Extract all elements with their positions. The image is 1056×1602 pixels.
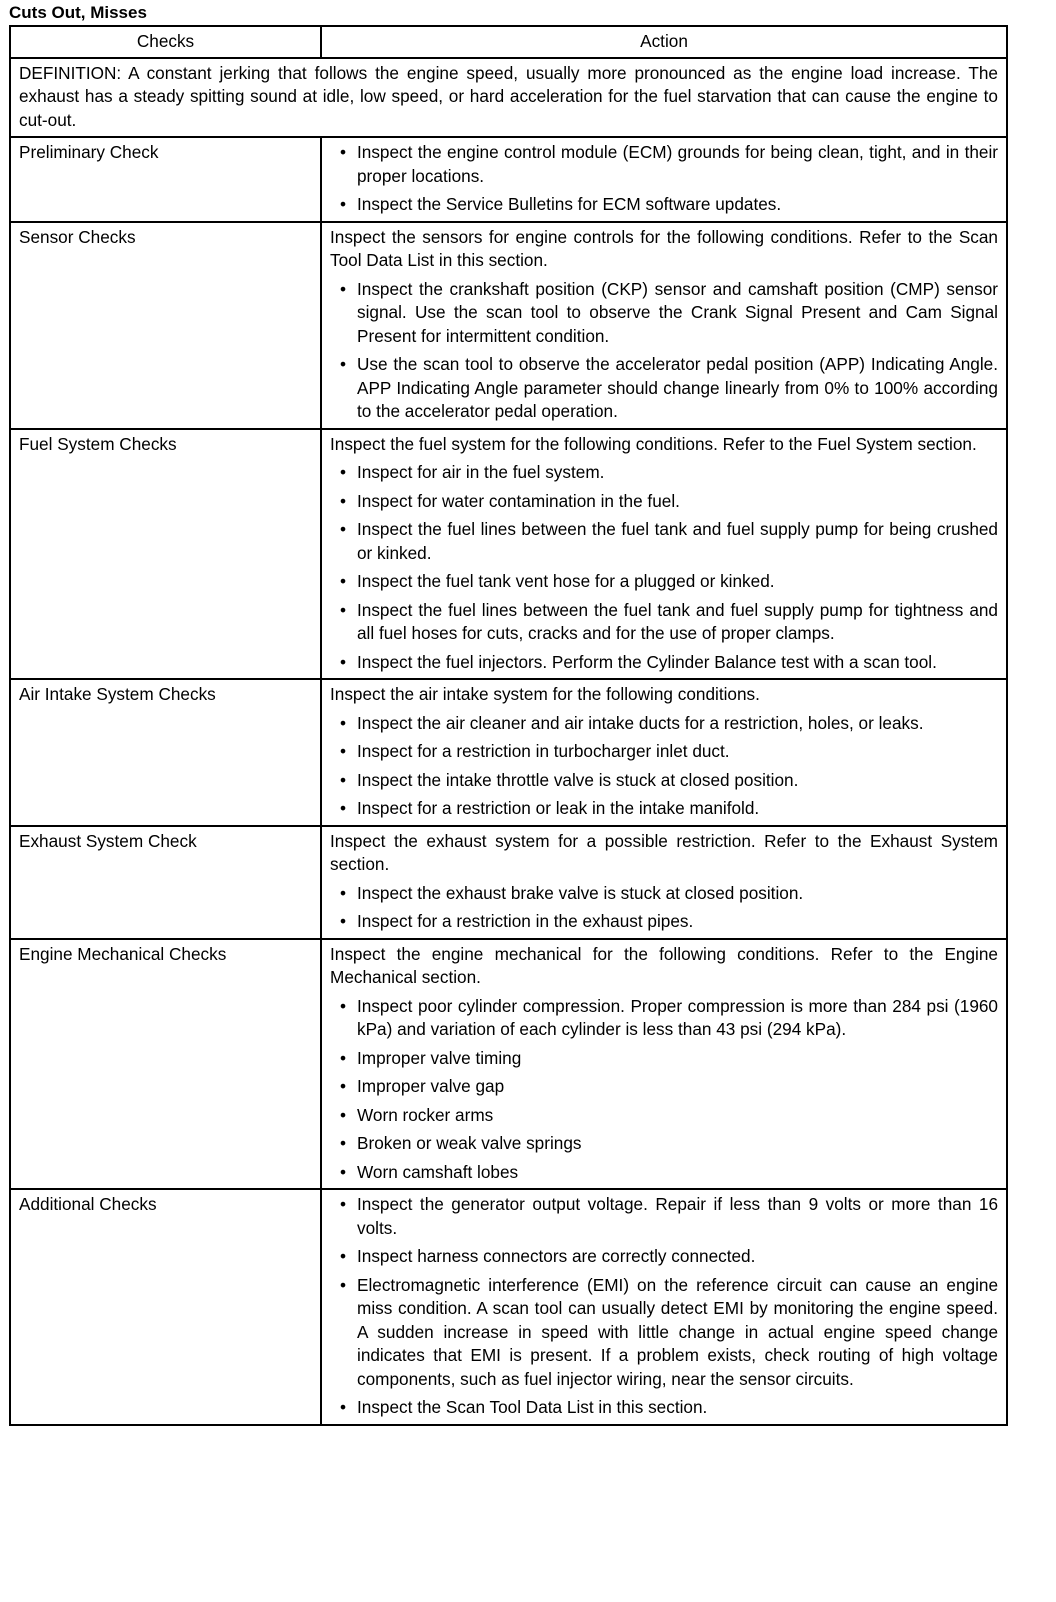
list-item-text: Inspect the fuel lines between the fuel tank and fuel supply pump for tightness and all fuel hoses for cuts, cracks and for the use of proper clamps.: [357, 599, 998, 643]
list-item: [330, 1193, 998, 1240]
bullet-icon: •: [340, 1246, 347, 1266]
action-list: [330, 141, 998, 217]
list-item: [330, 518, 998, 565]
action-list: [330, 882, 998, 934]
bullet-icon: •: [340, 882, 347, 903]
bullet-icon: •: [340, 741, 347, 761]
list-item-text: Inspect poor cylinder compression. Proper compression is more than 284 psi (1960 kPa) and variation of each cylinder is less than 43 psi (294 kPa).: [357, 995, 998, 1039]
bullet-icon: •: [340, 1194, 347, 1214]
list-item-text: Inspect the air cleaner and air intake ducts for a restriction, holes, or leaks.: [357, 712, 924, 733]
list-item-text: Inspect the crankshaft position (CKP) sensor and camshaft position (CMP) sensor signal. Use the scan tool to observe the Crank Signal Present and Cam Signal Present for intermittent condition.: [357, 278, 998, 346]
bullet-icon: •: [340, 995, 347, 1016]
bullet-icon: •: [340, 1133, 347, 1153]
bullet-icon: •: [340, 354, 347, 374]
action-list: [330, 1193, 998, 1420]
list-item-text: Use the scan tool to observe the accelerator pedal position (APP) Indicating Angle. APP Indicating Angle parameter should change linearly from 0% to 100% according to the accelerator pedal operation.: [357, 354, 998, 421]
list-item: [330, 1075, 998, 1099]
list-item-text: Inspect the Scan Tool Data List in this section.: [357, 1397, 708, 1417]
list-item: [330, 797, 998, 821]
bullet-icon: •: [340, 1076, 347, 1096]
list-item-text: Worn rocker arms: [357, 1104, 494, 1125]
list-item: [330, 570, 998, 594]
list-item: [330, 769, 998, 793]
check-name: Fuel System Checks: [10, 429, 321, 680]
bullet-icon: •: [340, 1047, 347, 1068]
action-cell: [321, 679, 1007, 826]
list-item-text: Inspect for water contamination in the fuel.: [357, 490, 680, 511]
list-item-text: Inspect the Service Bulletins for ECM software updates.: [357, 194, 782, 214]
bullet-icon: •: [340, 798, 347, 818]
list-item: [330, 740, 998, 764]
list-item: [330, 1274, 998, 1392]
action-intro: Inspect the sensors for engine controls for the following conditions. Refer to the Scan Tool Data List in this section.: [330, 226, 998, 270]
bullet-icon: •: [340, 1104, 347, 1125]
list-item-text: Inspect for a restriction in the exhaust pipes.: [357, 911, 694, 931]
list-item-text: Inspect for air in the fuel system.: [357, 462, 605, 482]
table-row: [10, 429, 1007, 680]
bullet-icon: •: [340, 911, 347, 931]
bullet-icon: •: [340, 1161, 347, 1182]
table-row: [10, 222, 1007, 429]
list-item: [330, 599, 998, 646]
list-item: [330, 278, 998, 349]
list-item-text: Inspect harness connectors are correctly connected.: [357, 1246, 756, 1266]
definition-row: [10, 58, 1007, 138]
bullet-icon: •: [340, 1397, 347, 1417]
list-item: [330, 910, 998, 934]
table-row: [10, 679, 1007, 826]
list-item-text: Inspect the exhaust brake valve is stuck at closed position.: [357, 882, 804, 903]
list-item-text: Inspect the generator output voltage. Repair if less than 9 volts or more than 16 volts.: [357, 1194, 998, 1238]
check-name: Sensor Checks: [10, 222, 321, 429]
action-intro: Inspect the fuel system for the following conditions. Refer to the Fuel System section.: [330, 433, 977, 454]
list-item: [330, 1245, 998, 1269]
list-item: [330, 712, 998, 736]
list-item-text: Inspect the fuel lines between the fuel tank and fuel supply pump for being crushed or kinked.: [357, 519, 998, 563]
table-row: [10, 939, 1007, 1190]
bullet-icon: •: [340, 519, 347, 539]
list-item-text: Inspect for a restriction in turbocharger inlet duct.: [357, 741, 730, 761]
list-item: [330, 1161, 998, 1185]
list-item: [330, 461, 998, 485]
action-list: [330, 278, 998, 424]
list-item: [330, 1047, 998, 1071]
checks-header: Checks: [10, 26, 321, 58]
bullet-icon: •: [340, 712, 347, 733]
bullet-icon: •: [340, 142, 347, 162]
bullet-icon: •: [340, 599, 347, 620]
check-name: Exhaust System Check: [10, 826, 321, 939]
table-row: [10, 826, 1007, 939]
action-intro: Inspect the air intake system for the following conditions.: [330, 684, 760, 704]
list-item: [330, 995, 998, 1042]
list-item-text: Inspect the fuel injectors. Perform the Cylinder Balance test with a scan tool.: [357, 651, 937, 672]
bullet-icon: •: [340, 571, 347, 591]
table-row: [10, 137, 1007, 222]
bullet-icon: •: [340, 1274, 347, 1295]
list-item-text: Inspect the fuel tank vent hose for a plugged or kinked.: [357, 571, 775, 591]
list-item: [330, 490, 998, 514]
section-title: Cuts Out, Misses: [9, 3, 147, 22]
bullet-icon: •: [340, 194, 347, 214]
list-item-text: Inspect the intake throttle valve is stuck at closed position.: [357, 769, 799, 790]
action-cell: [321, 826, 1007, 939]
list-item: [330, 1132, 998, 1156]
list-item: [330, 353, 998, 424]
action-cell: [321, 222, 1007, 429]
action-header: Action: [321, 26, 1007, 58]
list-item-text: Worn camshaft lobes: [357, 1161, 519, 1182]
action-cell: [321, 939, 1007, 1190]
list-item: [330, 193, 998, 217]
list-item: [330, 1104, 998, 1128]
action-cell: [321, 1189, 1007, 1425]
bullet-icon: •: [340, 490, 347, 511]
list-item-text: Improper valve timing: [357, 1047, 522, 1068]
bullet-icon: •: [340, 462, 347, 482]
action-cell: [321, 429, 1007, 680]
check-name: Engine Mechanical Checks: [10, 939, 321, 1190]
list-item: [330, 651, 998, 675]
action-list: [330, 461, 998, 674]
definition-text: DEFINITION: A constant jerking that follows the engine speed, usually more pronounced as the engine load increase. The exhaust has a steady spitting sound at idle, low speed, or hard acceleration for the fuel starvation that can cause the engine to cut-out.: [10, 58, 1007, 138]
bullet-icon: •: [340, 278, 347, 299]
list-item-text: Broken or weak valve springs: [357, 1133, 582, 1153]
bullet-icon: •: [340, 769, 347, 790]
check-name: Additional Checks: [10, 1189, 321, 1425]
action-intro: Inspect the engine mechanical for the following conditions. Refer to the Engine Mechanical section.: [330, 943, 998, 987]
list-item-text: Improper valve gap: [357, 1076, 505, 1096]
check-name: Preliminary Check: [10, 137, 321, 222]
action-intro: Inspect the exhaust system for a possible restriction. Refer to the Exhaust System section.: [330, 830, 998, 874]
header-row: [10, 26, 1007, 58]
check-name: Air Intake System Checks: [10, 679, 321, 826]
action-cell: [321, 137, 1007, 222]
bullet-icon: •: [340, 651, 347, 672]
action-list: [330, 995, 998, 1185]
diagnostic-table: [9, 25, 1008, 1426]
list-item-text: Inspect for a restriction or leak in the intake manifold.: [357, 798, 760, 818]
list-item-text: Electromagnetic interference (EMI) on the reference circuit can cause an engine miss condition. A scan tool can usually detect EMI by monitoring the engine speed. A sudden increase in speed with little change in actual engine speed change indicates that EMI is present. If a problem exists, check routing of high voltage components, such as fuel injector wiring, near the sensor circuits.: [357, 1274, 998, 1389]
action-list: [330, 712, 998, 821]
table-row: [10, 1189, 1007, 1425]
list-item: [330, 1396, 998, 1420]
list-item: [330, 141, 998, 188]
list-item-text: Inspect the engine control module (ECM) grounds for being clean, tight, and in their proper locations.: [357, 142, 998, 186]
list-item: [330, 882, 998, 906]
